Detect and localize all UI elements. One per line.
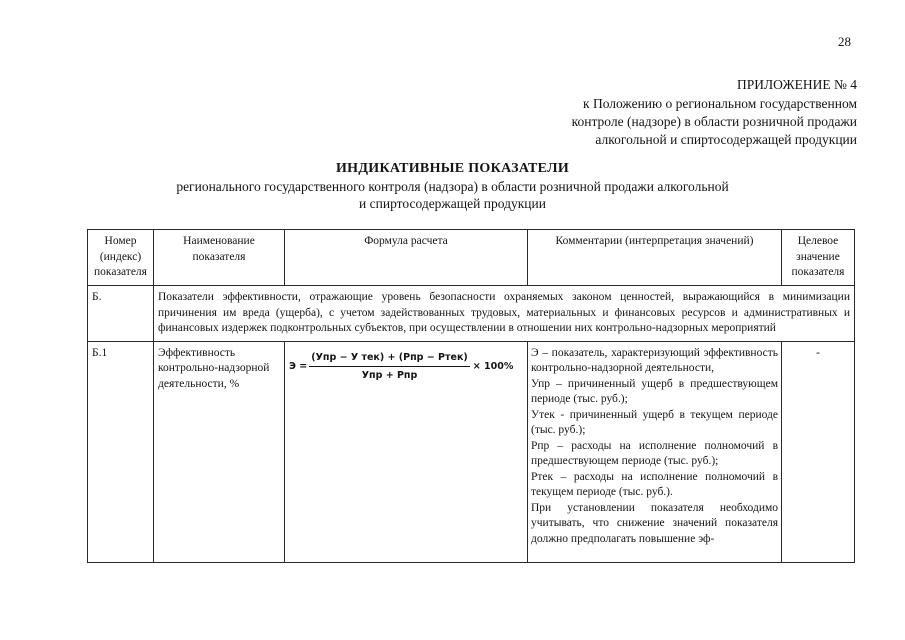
- table-row: [88, 341, 855, 562]
- document-subtitle-line: и спиртосодержащей продукции: [359, 196, 546, 211]
- indicator-formula: [285, 341, 528, 562]
- page-number: 28: [838, 34, 851, 49]
- formula-multiplier: × 100%: [472, 360, 514, 372]
- section-index: Б.: [88, 286, 154, 342]
- indicators-table: [87, 229, 855, 563]
- formula-expression: [289, 350, 523, 384]
- appendix-line: контроле (надзоре) в области розничной продажи: [571, 114, 857, 129]
- column-header-index: Номер (индекс) показателя: [88, 230, 154, 286]
- comment-line: Упр – причиненный ущерб в предшествующем периоде (тыс. руб.);: [531, 377, 778, 405]
- appendix-line: к Положению о региональном государственном: [583, 96, 857, 111]
- column-header-name: Наименование показателя: [154, 230, 285, 286]
- table-header-row: [88, 230, 855, 286]
- appendix-title: ПРИЛОЖЕНИЕ № 4: [736, 77, 857, 92]
- comment-line: Э – показатель, характеризующий эффективность контрольно-надзорной деятельности,: [531, 346, 778, 374]
- formula-denominator: Упр + Рпр: [361, 370, 418, 381]
- document-heading: [0, 160, 905, 212]
- indicator-target: -: [782, 341, 855, 562]
- comment-line: Рпр – расходы на исполнение полномочий в предшествующем периоде (тыс. руб.);: [531, 439, 778, 467]
- table-section-row: [88, 286, 855, 342]
- column-header-comments: Комментарии (интерпретация значений): [528, 230, 782, 286]
- formula-lhs: Э =: [289, 360, 308, 372]
- indicator-index: Б.1: [88, 341, 154, 562]
- section-description: Показатели эффективности, отражающие уровень безопасности охраняемых законом ценностей, выражающийся в минимизации причинения им вреда (ущерба), с учетом задействованных трудовых, материальных и финансовых ресурсов и административных и финансовых издержек подконтрольных субъектов, при осуществлении в отношении них контрольно-надзорных мероприятий: [154, 286, 855, 342]
- document-subtitle-line: регионального государственного контроля (надзора) в области розничной продажи алкогольной: [176, 179, 729, 194]
- comment-line: Утек - причиненный ущерб в текущем периоде (тыс. руб.);: [531, 408, 778, 436]
- column-header-formula: Формула расчета: [285, 230, 528, 286]
- indicator-comment: [528, 341, 782, 562]
- indicator-name: Эффективность контрольно-надзорной деятельности, %: [154, 341, 285, 562]
- appendix-line: алкогольной и спиртосодержащей продукции: [595, 132, 857, 147]
- comment-line: При установлении показателя необходимо учитывать, что снижение значений показателя должно предполагать повышение эф-: [531, 501, 778, 545]
- formula-numerator: (Упр − У тек) + (Рпр − Ртек): [309, 350, 470, 368]
- document-title: ИНДИКАТИВНЫЕ ПОКАЗАТЕЛИ: [335, 161, 570, 176]
- column-header-target: Целевое значение показателя: [782, 230, 855, 286]
- formula-fraction: [309, 350, 470, 384]
- comment-line: Ртек – расходы на исполнение полномочий в текущем периоде (тыс. руб.).: [531, 470, 778, 498]
- appendix-block: [497, 76, 857, 149]
